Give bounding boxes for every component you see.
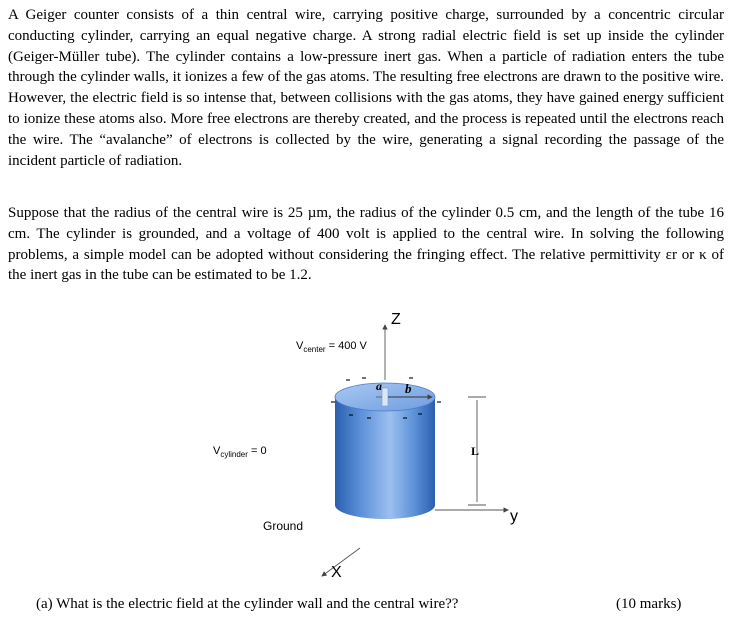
radius-a-label: a — [376, 379, 382, 393]
question-marks: (10 marks) — [616, 596, 682, 612]
question-text: (a) What is the electric field at the cylinder wall and the central wire?? — [36, 596, 459, 612]
radius-b-label: b — [405, 381, 412, 396]
v-center-label: $V_{center} = 400$ V — [296, 340, 367, 355]
y-axis-label: y — [510, 508, 518, 525]
z-axis-label: Z — [391, 311, 401, 328]
length-label: L — [471, 444, 480, 458]
central-wire — [382, 388, 388, 406]
problem-paragraph-1: A Geiger counter consists of a thin central wire, carrying positive charge, surrounded by a concentric circular conducting cylinder, carrying an equal negative charge. A strong radial electric field is set up inside the cylinder (Geiger-Müller tube). The cylinder contains a low-pressure inert gas. When a particle of radiation enters the tube through the cylinder walls, it ionizes a few of the gas atoms. The resulting free electrons are drawn to the positive wire. However, the electric field is so intense that, between collisions with the gas atoms, they have gained energy sufficient to ionize these atoms also. More free electrons are thereby created, and the process is repeated until the electrons reach the wire. The “avalanche” of electrons is collected by the wire, generating a signal recording the passage of the incident particle of radiation. — [8, 7, 724, 169]
v-cylinder-label: $V_{cylinder} = 0$ — [213, 445, 267, 460]
x-axis-label: X — [331, 564, 342, 581]
ground-label: Ground — [263, 519, 304, 533]
problem-paragraph-2: Suppose that the radius of the central wire is 25 µm, the radius of the cylinder 0.5 cm, and the length of the tube 16 cm. The cylinder is grounded, and a voltage of 400 volt is applied to the central wire. In solving the following problems, a simple model can be adopted without considering the fringing effect. The relative permittivity εr or κ of the inert gas in the tube can be estimated to be 1.2. — [8, 205, 724, 284]
